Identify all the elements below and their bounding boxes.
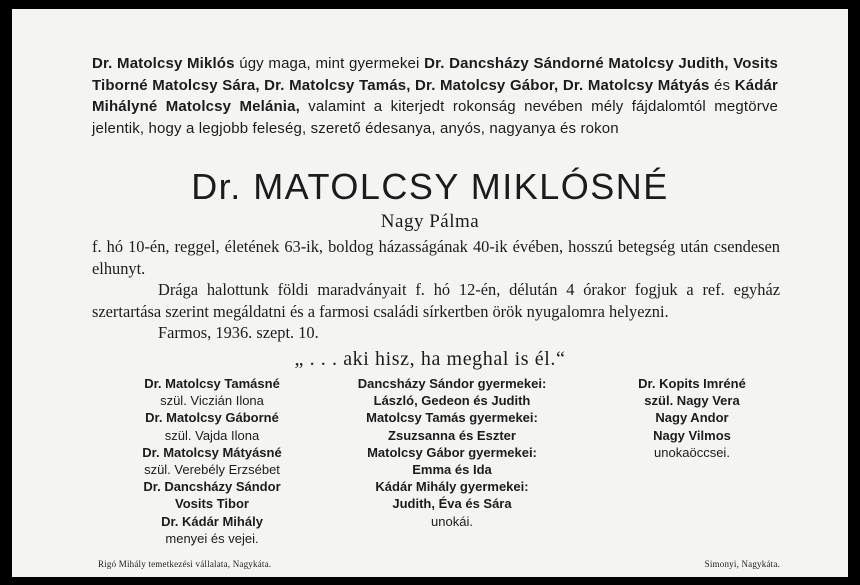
mourner-line: Matolcsy Gábor gyermekei: (367, 444, 537, 460)
mourner-line: Dr. Dancsházy Sándor (143, 479, 281, 495)
death-notice: f. hó 10-én, reggel, életének 63-ik, boldog házasságának 40-ik évében, hosszú betegség után csendesen elhunyt. (92, 237, 780, 278)
mourner-line: Nagy Vilmos (653, 427, 731, 443)
mourner-line: Nagy Andor (655, 410, 729, 426)
mourner-line: Emma és Ida (412, 462, 492, 478)
mourner-line: Dancsházy Sándor gyermekei: (357, 376, 547, 391)
mourner-line: szül. Verebély Erzsébet (144, 462, 280, 478)
mourners-column-middle (342, 375, 562, 530)
place-date: Farmos, 1936. szept. 10. (158, 323, 319, 342)
mourner-line: Dr. Matolcsy Tamásné (144, 376, 280, 391)
mourner-line: Matolcsy Tamás gyermekei: (366, 410, 538, 426)
mourner-line: László, Gedeon és Judith (373, 393, 531, 409)
intro-part: úgy maga, mint gyermekei (234, 55, 425, 72)
maiden-name: Nagy Pálma (380, 211, 480, 232)
intro-paragraph (92, 53, 778, 139)
mourners-column-right (592, 375, 792, 461)
mourner-line: Zsuzsanna és Eszter (388, 427, 516, 443)
quote: „ . . . aki hisz, ha meghal is él.“ (294, 348, 566, 370)
obituary-card (12, 9, 848, 577)
intro-part: valamint a kiterjedt rokonság nevében mély fájdalomtól megtörve jelentik, hogy a legjobb feleség, szerető édesanya, anyós, nagyanya és rokon (92, 98, 778, 137)
mourner-line: Dr. Kádár Mihály (161, 513, 263, 529)
mourner-line: menyei és vejei. (165, 530, 259, 546)
mourner-line: szül. Viczián Ilona (160, 393, 264, 409)
deceased-name: Dr. MATOLCSY MIKLÓSNÉ (191, 166, 669, 207)
funeral-notice: Drága halottunk földi maradványait f. hó 12-én, délután 4 órakor fogjuk a ref. egyház szertartása szerint megáldatni és a farmosi családi sírkertben örök nyugalomra helyezni. (92, 280, 780, 321)
mourner-line: unokaöccsei. (654, 444, 730, 460)
mourner-line: Vosits Tibor (175, 496, 249, 512)
mourners-column-left (112, 375, 312, 547)
footer-undertaker: Rigó Mihály temetkezési vállalata, Nagykáta. (98, 559, 272, 569)
mourner-line: szül. Nagy Vera (644, 393, 740, 409)
mourner-line: Dr. Kopits Imréné (638, 376, 746, 391)
mourner-line: Dr. Matolcsy Mátyásné (142, 444, 282, 460)
intro-part: Dr. Matolcsy Miklós (92, 55, 235, 72)
intro-part: Kádár Mihályné Matolcsy Melánia, (92, 76, 778, 115)
mourner-line: szül. Vajda Ilona (164, 427, 260, 443)
footer-printer: Simonyi, Nagykáta. (704, 559, 780, 569)
mourner-line: Dr. Matolcsy Gáborné (145, 410, 279, 426)
intro-part: és (709, 76, 735, 94)
mourner-line: Judith, Éva és Sára (392, 496, 512, 512)
notice-body (92, 236, 780, 344)
mourner-line: Kádár Mihály gyermekei: (375, 479, 529, 495)
mourner-line: unokái. (431, 513, 473, 529)
intro-part: Dr. Dancsházy Sándorné Matolcsy Judith, Vosits Tiborné Matolcsy Sára, Dr. Matolcsy Tamás, Dr. Matolcsy Gábor, Dr. Matolcsy Mátyás (92, 55, 779, 94)
